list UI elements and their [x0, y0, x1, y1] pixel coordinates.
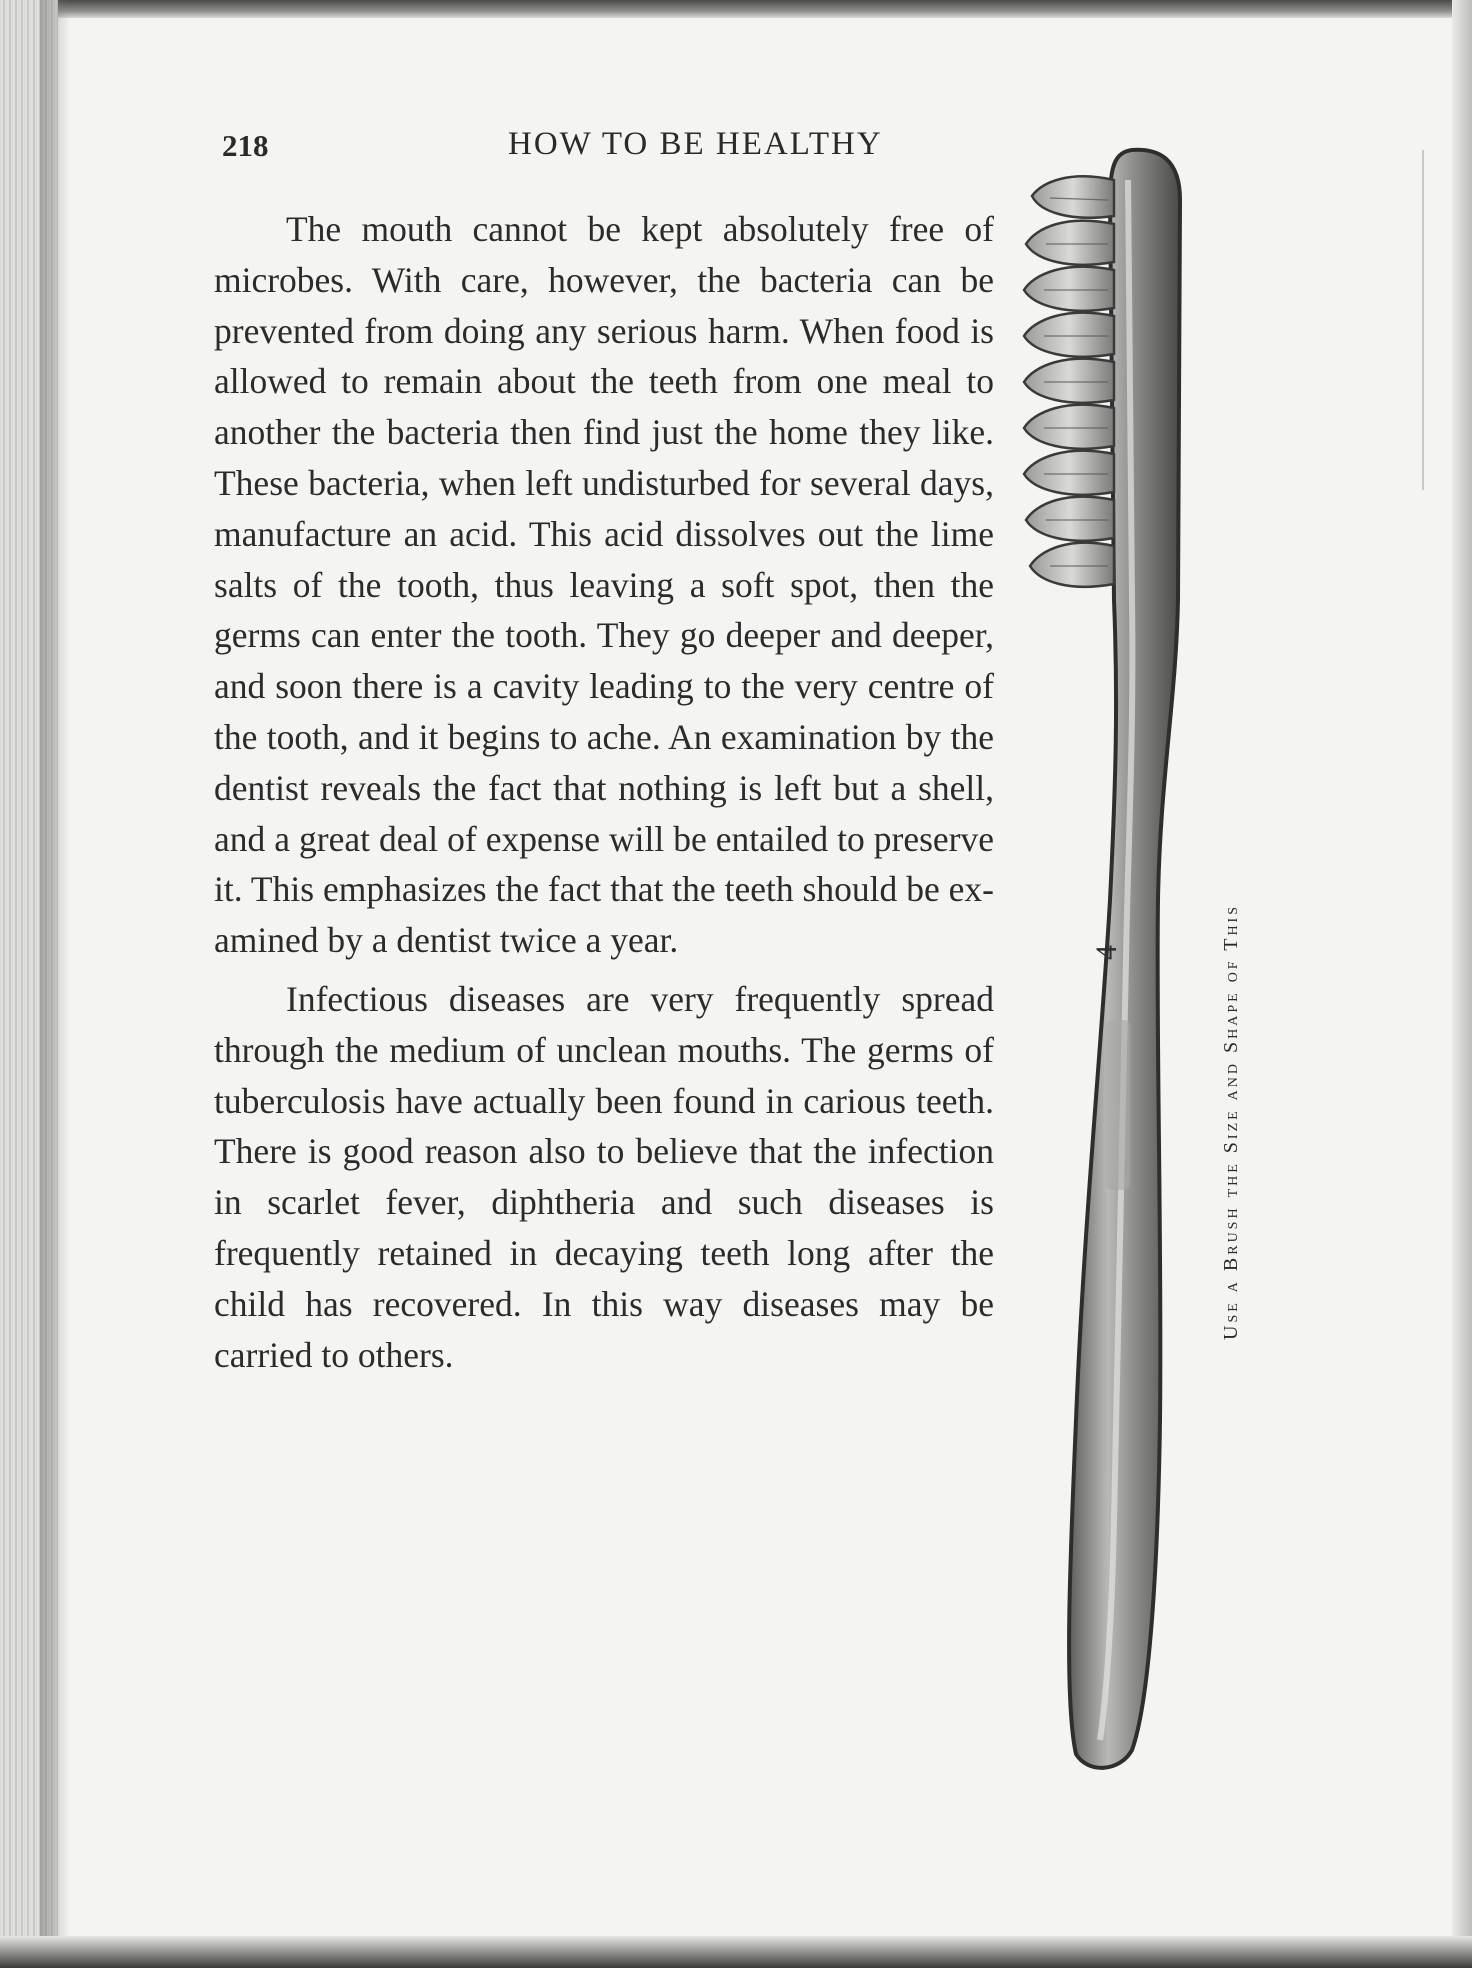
- bristle-tuft: [1024, 313, 1114, 357]
- bristle-tuft: [1032, 176, 1114, 217]
- bristle-tuft: [1024, 267, 1114, 311]
- gutter-shadow: [40, 0, 70, 1968]
- paragraph: Infectious diseases are very frequently spread through the medium of unclean mouths. The germs of tuberculosis have actually been found in carious teeth. There is good reason also to believe that the infection in scarlet fever, diphtheria and such diseases is frequently retained in decaying teeth long after the child has recovered. In this way diseases may be carried to others.: [214, 978, 994, 1375]
- bristle-tuft: [1026, 497, 1114, 541]
- toothbrush-illustration: [1010, 140, 1210, 1780]
- paragraph: The mouth cannot be kept absolutely free of microbes. With care, however, the bacteria can be prevented from doing any serious harm. When food is allowed to remain about the teeth from one meal to another the bacteria then find just the home they like. These bacteria, when left undisturbed for several days, manufacture an acid. This acid dissolves out the lime salts of the tooth, thus leaving a soft spot, then the germs can enter the tooth. They go deeper and deeper, and soon there is a cavity leading to the very centre of the tooth, and it begins to ache. An examination by the dentist reveals the fact that nothing is left but a shell, and a great deal of expense will be entailed to preserve it. This emphasizes the fact that the teeth should be examined by a dentist twice a year.: [214, 209, 994, 961]
- page-right-edge: [1452, 0, 1472, 1968]
- bristle-tuft: [1024, 405, 1114, 449]
- body-text: [214, 204, 994, 1388]
- margin-mark: [1422, 150, 1424, 490]
- page-top-edge: [0, 0, 1472, 18]
- bristle-tuft: [1024, 359, 1114, 403]
- running-title: HOW TO BE HEALTHY: [508, 126, 883, 162]
- page-bottom-edge: [0, 1936, 1472, 1968]
- handle-number-mark: 4: [1090, 945, 1123, 960]
- figure-caption: Use a Brush the Size and Shape of This: [1220, 903, 1242, 1340]
- handle-stamp: [1106, 1020, 1130, 1190]
- bristle-tuft: [1024, 451, 1114, 495]
- bristle-tuft: [1026, 221, 1114, 265]
- page-number: 218: [222, 128, 269, 163]
- bristle-tuft: [1030, 543, 1114, 587]
